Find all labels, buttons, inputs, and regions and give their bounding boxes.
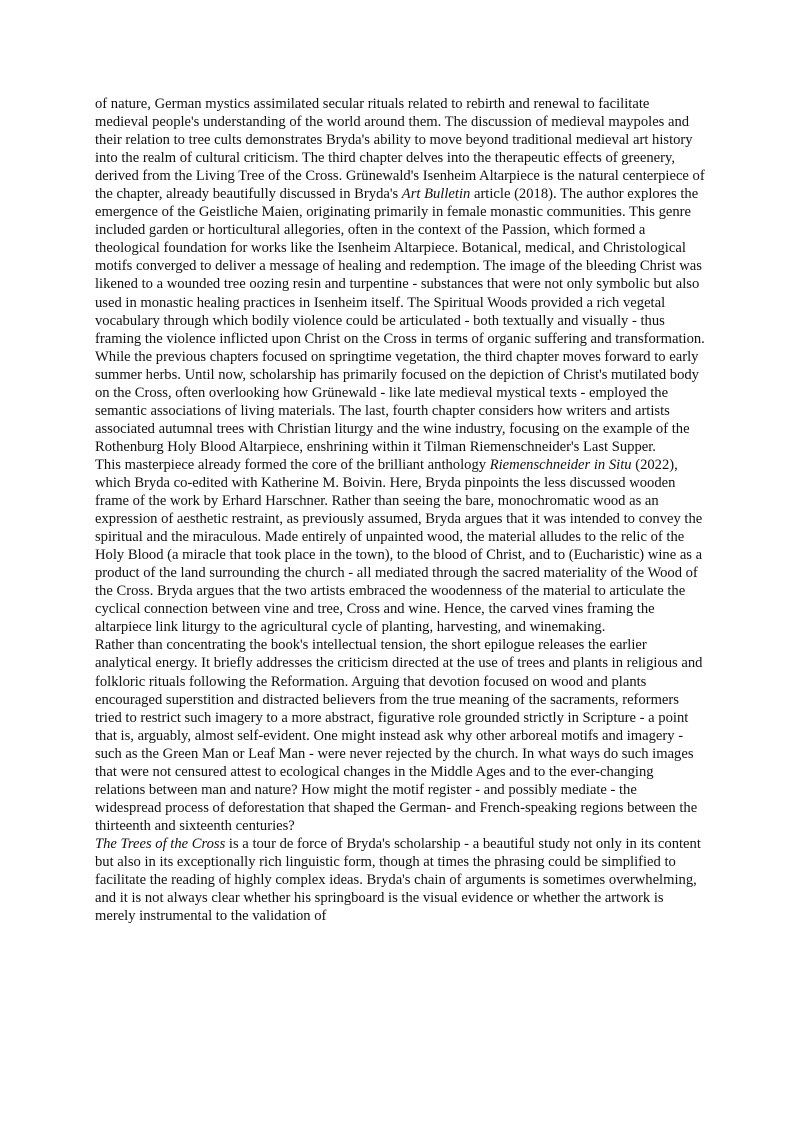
paragraph-2 — [95, 456, 705, 636]
paragraph-3-text: Rather than concentrating the book's intellectual tension, the short epilogue releases the earlier analytical energy. It briefly addresses the criticism directed at the use of trees and plants in religious and folkloric rituals following the Reformation. Arguing that devotion focused on wood and plants encouraged superstition and distracted believers from the true meaning of the sacraments, reformers tried to restrict such imagery to a more abstract, figurative role grounded strictly in Scripture - a point that is, arguably, almost self-evident. One might instead ask why other arboreal motifs and imagery - such as the Green Man or Leaf Man - were never rejected by the church. In what ways do such images that were not censured attest to ecological changes in the Middle Ages and to the ever-changing relations between man and nature? How might the motif register - and possibly mediate - the widespread process of deforestation that shaped the German- and French-speaking regions between the thirteenth and sixteenth centuries? — [95, 637, 703, 834]
paragraph-3 — [95, 636, 705, 835]
paragraph-2-text-b: (2022), which Bryda co-edited with Katherine M. Boivin. Here, Bryda pinpoints the less discussed wooden frame of the work by Erhard Harschner. Rather than seeing the bare, monochromatic wood as an expression of aesthetic restraint, as previously assumed, Bryda argues that it was intended to convey the spiritual and the miraculous. Made entirely of unpainted wood, the material alludes to the relic of the Holy Blood (a miracle that took place in the town), to the blood of Christ, and to (Eucharistic) wine as a product of the land surrounding the church - all mediated through the sacred materiality of the Wood of the Cross. Bryda argues that the two artists embraced the woodenness of the material to articulate the cyclical connection between vine and tree, Cross and wine. Hence, the carved vines framing the altarpiece link liturgy to the agricultural cycle of planting, harvesting, and winemaking. — [95, 456, 703, 636]
paragraph-4-text: is a tour de force of Bryda's scholarship - a beautiful study not only in its content but also in its exceptionally rich linguistic form, though at times the phrasing could be simplified to facilitate the reading of highly complex ideas. Bryda's chain of arguments is sometimes overwhelming, and it is not always clear whether his springboard is the visual evidence or whether the artwork is merely instrumental to the validation of — [95, 835, 701, 925]
journal-title-art-bulletin: Art Bulletin — [401, 186, 471, 203]
book-title-riemenschneider-in-situ: Riemenschneider in Situ — [489, 456, 632, 473]
paragraph-1-text-a: of nature, German mystics assimilated secular rituals related to rebirth and renewal to facilitate medieval people's understanding of the world around them. The discussion of medieval maypoles and their relation to tree cults demonstrates Bryda's ability to move beyond traditional medieval art history into the realm of cultural criticism. The third chapter delves into the therapeutic effects of greenery, derived from the Living Tree of the Cross. Grünewald's Isenheim Altarpiece is the natural centerpiece of the chapter, already beautifully discussed in Bryda's — [95, 96, 705, 203]
paragraph-2-text-a: This masterpiece already formed the core of the brilliant anthology — [95, 456, 490, 473]
paragraph-4 — [95, 835, 705, 925]
paragraph-1-text-b: article (2018). The author explores the emergence of the Geistliche Maien, originating primarily in female monastic communities. This genre included garden or horticultural allegories, often in the context of the Passion, which formed a theological foundation for works like the Isenheim Altarpiece. Botanical, medical, and Christological motifs converged to deliver a message of healing and redemption. The image of the bleeding Christ was likened to a wounded tree oozing resin and turpentine - substances that were not only symbolic but also used in monastic healing practices in Isenheim itself. The Spiritual Woods provided a rich vegetal vocabulary through which bodily violence could be articulated - both textually and visually - thus framing the violence inflicted upon Christ on the Cross in terms of organic suffering and transformation. While the previous chapters focused on springtime vegetation, the third chapter moves forward to early summer herbs. Until now, scholarship has primarily focused on the depiction of Christ's mutilated body on the Cross, often overlooking how Grünewald - like late medieval mystical texts - employed the semantic associations of living materials. The last, fourth chapter considers how writers and artists associated autumnal trees with Christian liturgy and the wine industry, focusing on the example of the Rothenburg Holy Blood Altarpiece, enshrining within it Tilman Riemenschneider's Last Supper. — [95, 186, 705, 455]
book-title-trees-of-the-cross: The Trees of the Cross — [95, 835, 226, 852]
document-page — [95, 95, 705, 925]
paragraph-1 — [95, 95, 705, 456]
